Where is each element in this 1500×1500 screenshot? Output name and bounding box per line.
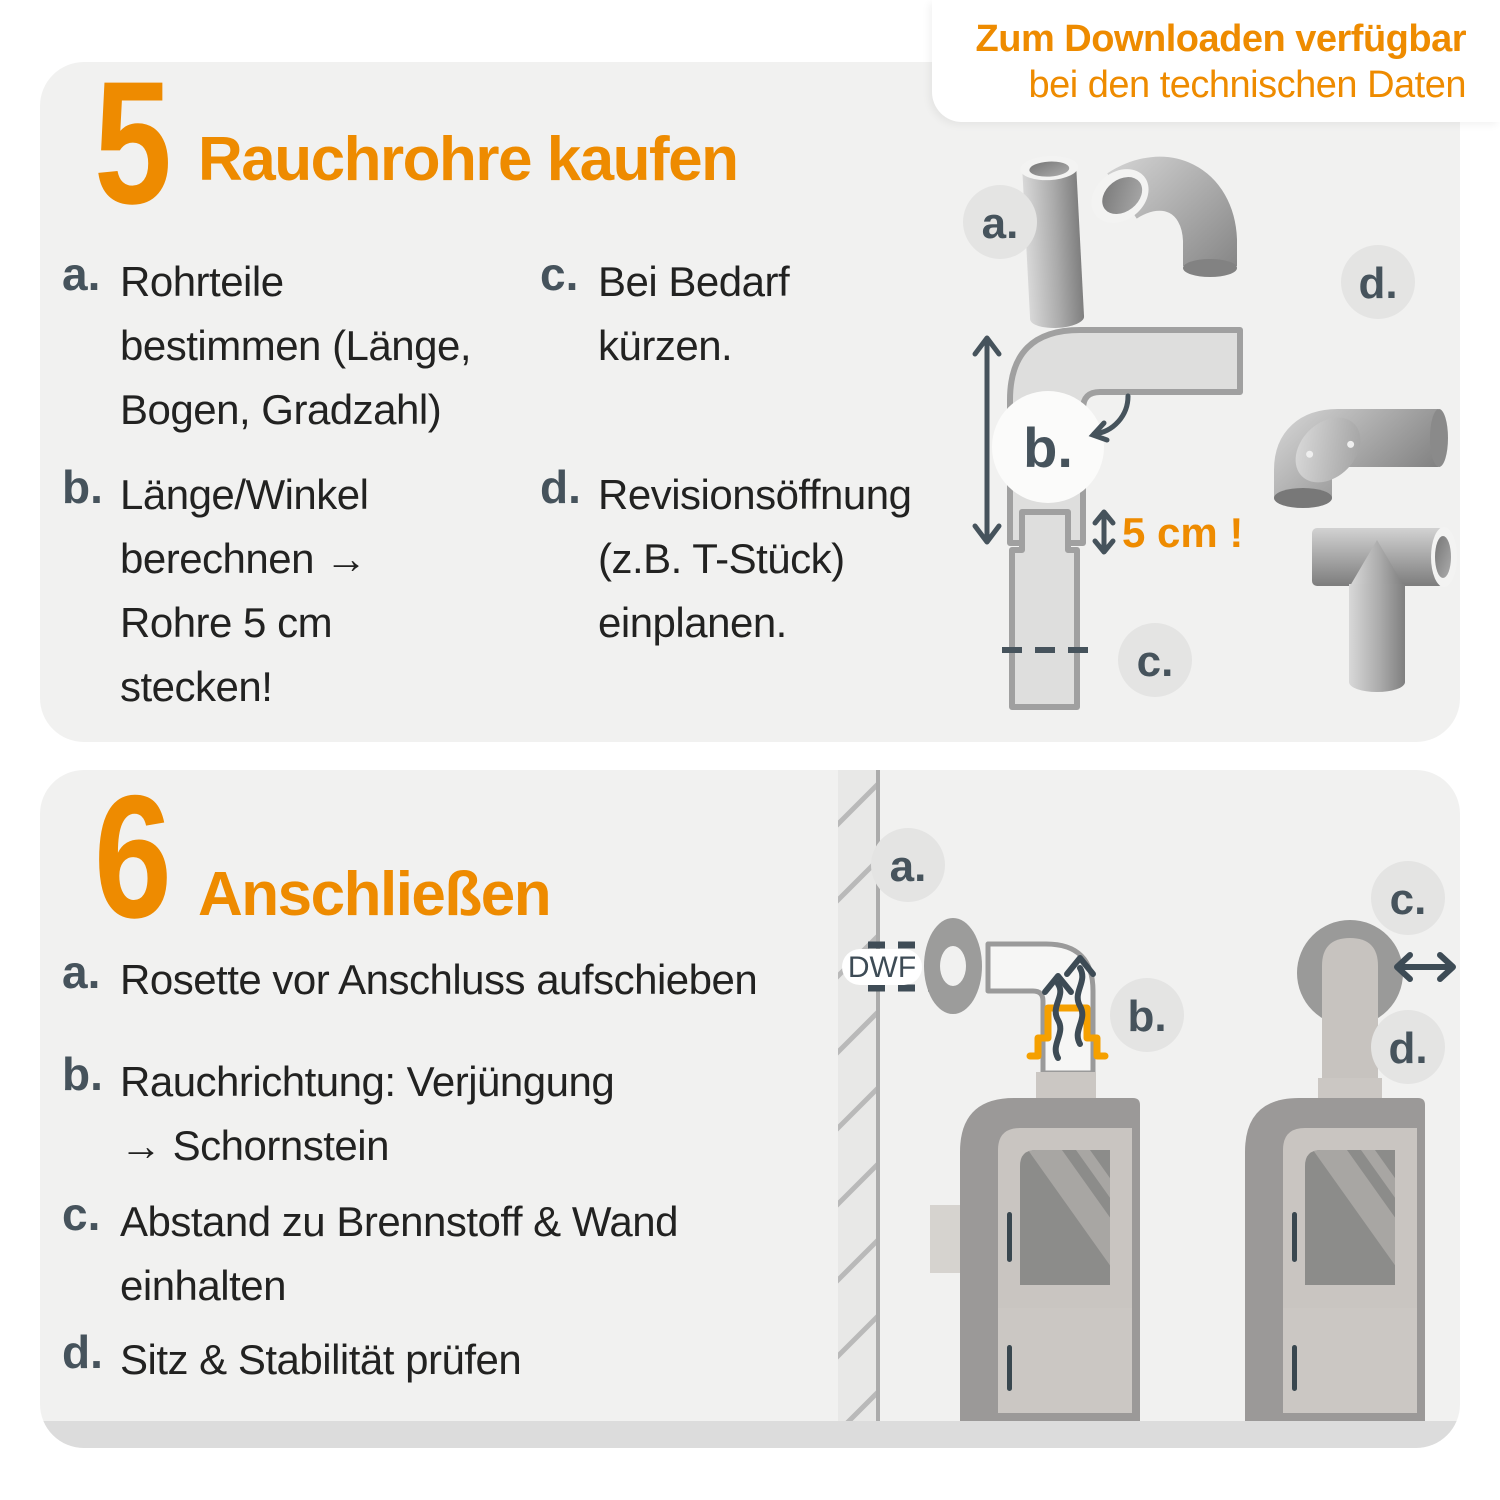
marker-a (871, 828, 945, 902)
step5-item-b (62, 463, 532, 719)
item-line: Rohre 5 cm (120, 599, 333, 646)
marker-d-label: d. (1358, 259, 1398, 308)
marker-c (1371, 861, 1445, 935)
item-line: (z.B. T-Stück) (598, 535, 845, 582)
section6-number: 6 (94, 760, 172, 955)
item-line: Abstand zu Brennstoff & Wand (120, 1198, 679, 1245)
stove1-side-shield (930, 1205, 960, 1273)
item-line: Bei Bedarf (598, 258, 790, 305)
marker-b-label: b. (1023, 416, 1073, 479)
stove1-lower-door (998, 1308, 1132, 1413)
angle-arc (1093, 396, 1128, 440)
t-piece-illustration (1312, 527, 1457, 692)
wall-feedthrough-label (842, 949, 922, 985)
stove2-lower-door (1283, 1308, 1417, 1413)
stove-2 (1245, 1098, 1462, 1421)
item-line: Bogen, Gradzahl) (120, 386, 442, 433)
stove2-collar (1318, 1078, 1382, 1098)
item-line: → Schornstein (120, 1122, 389, 1169)
section6-illustration (830, 770, 1462, 1421)
elbow-pipe-illustration (1081, 158, 1237, 277)
floor-strip (40, 1421, 1460, 1448)
item-line: kürzen. (598, 322, 733, 369)
item-label: b. (62, 461, 103, 513)
stove2-lower-handle (1292, 1345, 1297, 1391)
marker-c-label: c. (1136, 637, 1174, 686)
item-line: einplanen. (598, 599, 787, 646)
section5-title: Rauchrohre kaufen (198, 125, 738, 194)
marker-d (1371, 1010, 1445, 1084)
item-label: a. (62, 946, 101, 998)
step5-item-a (62, 250, 532, 442)
step6-item-a (62, 948, 822, 1012)
item-line: Revisionsöffnung (598, 471, 912, 518)
item-line: Rohrteile (120, 258, 284, 305)
item-line: stecken! (120, 663, 273, 710)
step6-item-d (62, 1328, 822, 1392)
marker-c-label: c. (1389, 875, 1427, 924)
step6-item-c (62, 1190, 822, 1318)
item-line: einhalten (120, 1262, 286, 1309)
marker-b (1110, 978, 1184, 1052)
marker-d-label: d. (1388, 1024, 1428, 1073)
distance-arrow (1397, 955, 1453, 979)
stove2-flue-pipe (1322, 938, 1378, 1098)
item-line: Länge/Winkel (120, 471, 369, 518)
section5-number: 5 (94, 46, 172, 241)
step5-item-c (540, 250, 960, 378)
stove2-door-handle (1292, 1212, 1297, 1262)
marker-b (992, 391, 1104, 503)
rosette (924, 918, 982, 1014)
stove1-collar (1036, 1072, 1096, 1100)
lower-pipe-outline (1012, 512, 1077, 707)
banner-line2: bei den technischen Daten (1028, 64, 1466, 106)
marker-d (1341, 245, 1415, 319)
item-line: Rauchrichtung: Verjüngung (120, 1058, 615, 1105)
section6-title: Anschließen (198, 860, 551, 929)
item-line: Sitz & Stabilität prüfen (120, 1336, 522, 1383)
marker-a-label: a. (981, 199, 1019, 248)
download-banner (932, 0, 1500, 122)
item-label: a. (62, 248, 101, 300)
stove-1 (930, 1098, 1186, 1421)
marker-c (1118, 623, 1192, 697)
dimension-label: 5 cm ! (1122, 509, 1244, 556)
step6-item-b (62, 1050, 822, 1178)
item-label: c. (62, 1188, 101, 1240)
banner-line1: Zum Downloaden verfügbar (975, 18, 1466, 60)
item-line: Rosette vor Anschluss aufschieben (120, 956, 758, 1003)
item-label: d. (62, 1326, 103, 1378)
item-label: b. (62, 1048, 103, 1100)
item-label: d. (540, 461, 581, 513)
stove1-lower-handle (1007, 1345, 1012, 1391)
marker-b-label: b. (1127, 992, 1167, 1041)
marker-a (963, 185, 1037, 259)
elbow-fitting-illustration (1274, 405, 1448, 508)
insert-depth-arrow (1095, 512, 1113, 552)
marker-a-label: a. (889, 842, 927, 891)
item-line: bestimmen (Länge, (120, 322, 472, 369)
step5-item-d (540, 463, 980, 655)
item-line: berechnen → (120, 535, 367, 582)
dwf-text: DWF (847, 951, 917, 984)
section5-illustration (930, 130, 1470, 730)
stove1-door-handle (1007, 1212, 1012, 1262)
item-label: c. (540, 248, 579, 300)
